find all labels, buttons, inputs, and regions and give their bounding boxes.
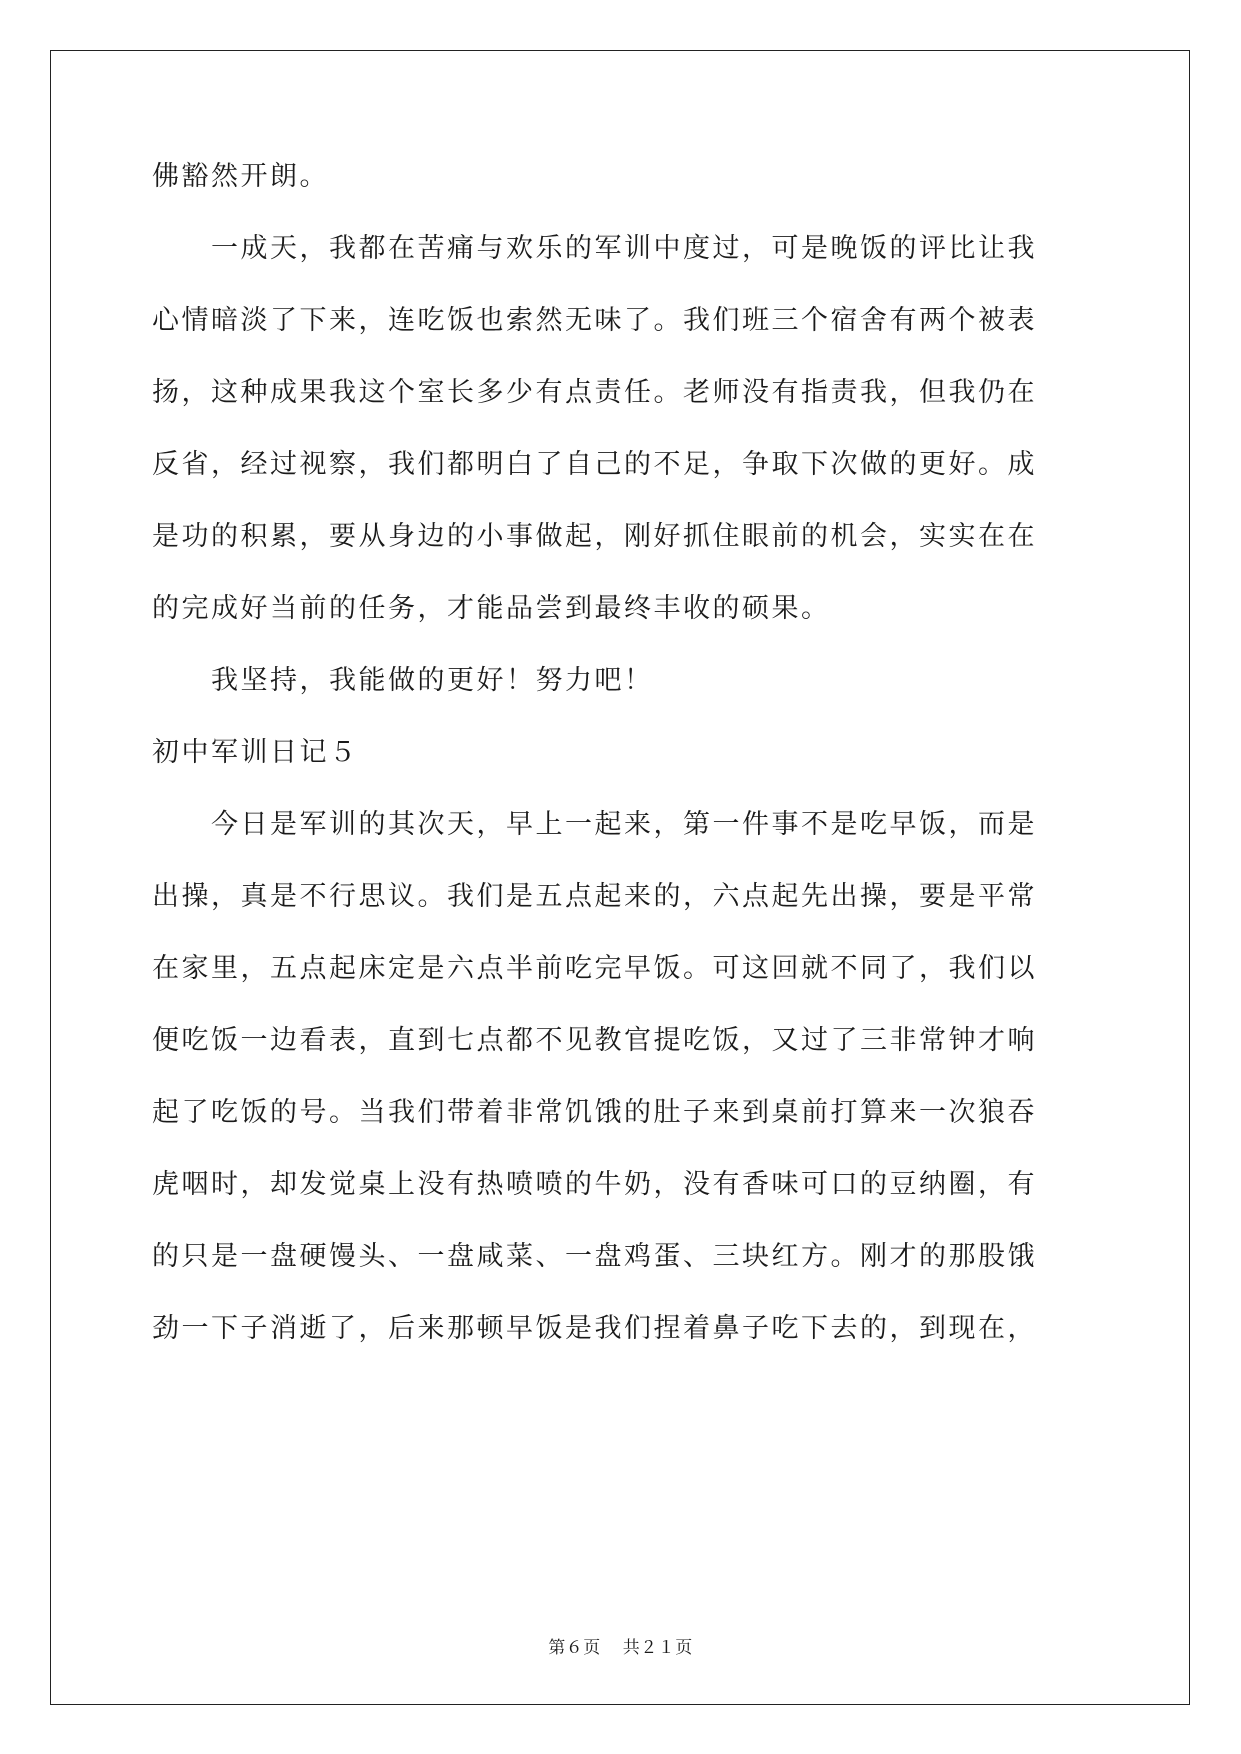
paragraph-line: 在家里，五点起床定是六点半前吃完早饭。可这回就不同了，我们以 [152,953,1037,984]
paragraph-line: 我坚持，我能做的更好！努力吧！ [152,665,654,696]
paragraph-line: 便吃饭一边看表，直到七点都不见教官提吃饭，又过了三非常钟才响 [152,1025,1037,1056]
section-heading: 初中军训日记５ [152,737,359,768]
page-border [50,50,1190,1705]
paragraph-line: 扬，这种成果我这个室长多少有点责任。老师没有指责我，但我仍在 [152,377,1037,408]
paragraph-line: 心情暗淡了下来，连吃饭也索然无味了。我们班三个宿舍有两个被表 [152,305,1037,336]
paragraph-line: 出操，真是不行思议。我们是五点起来的，六点起先出操，要是平常 [152,881,1037,912]
paragraph-line: 劲一下子消逝了，后来那顿早饭是我们捏着鼻子吃下去的，到现在， [152,1313,1037,1344]
page-total: 共２１页 [622,1638,693,1658]
page-footer [0,1633,1241,1658]
paragraph-line: 是功的积累，要从身边的小事做起，刚好抓住眼前的机会，实实在在 [152,521,1037,552]
paragraph-line: 反省，经过视察，我们都明白了自己的不足，争取下次做的更好。成 [152,449,1037,480]
paragraph-line: 起了吃饭的号。当我们带着非常饥饿的肚子来到桌前打算来一次狼吞 [152,1097,1037,1128]
paragraph-line: 虎咽时，却发觉桌上没有热喷喷的牛奶，没有香味可口的豆纳圈，有 [152,1169,1037,1200]
page-number: 第６页 [548,1638,601,1658]
paragraph-line: 今日是军训的其次天，早上一起来，第一件事不是吃早饭，而是 [152,809,1037,840]
paragraph-line: 的只是一盘硬馒头、一盘咸菜、一盘鸡蛋、三块红方。刚才的那股饿 [152,1241,1037,1272]
paragraph-line: 的完成好当前的任务，才能品尝到最终丰收的硕果。 [152,593,831,624]
paragraph-line: 一成天，我都在苦痛与欢乐的军训中度过，可是晚饭的评比让我 [152,233,1037,264]
paragraph-line: 佛豁然开朗。 [152,161,329,192]
